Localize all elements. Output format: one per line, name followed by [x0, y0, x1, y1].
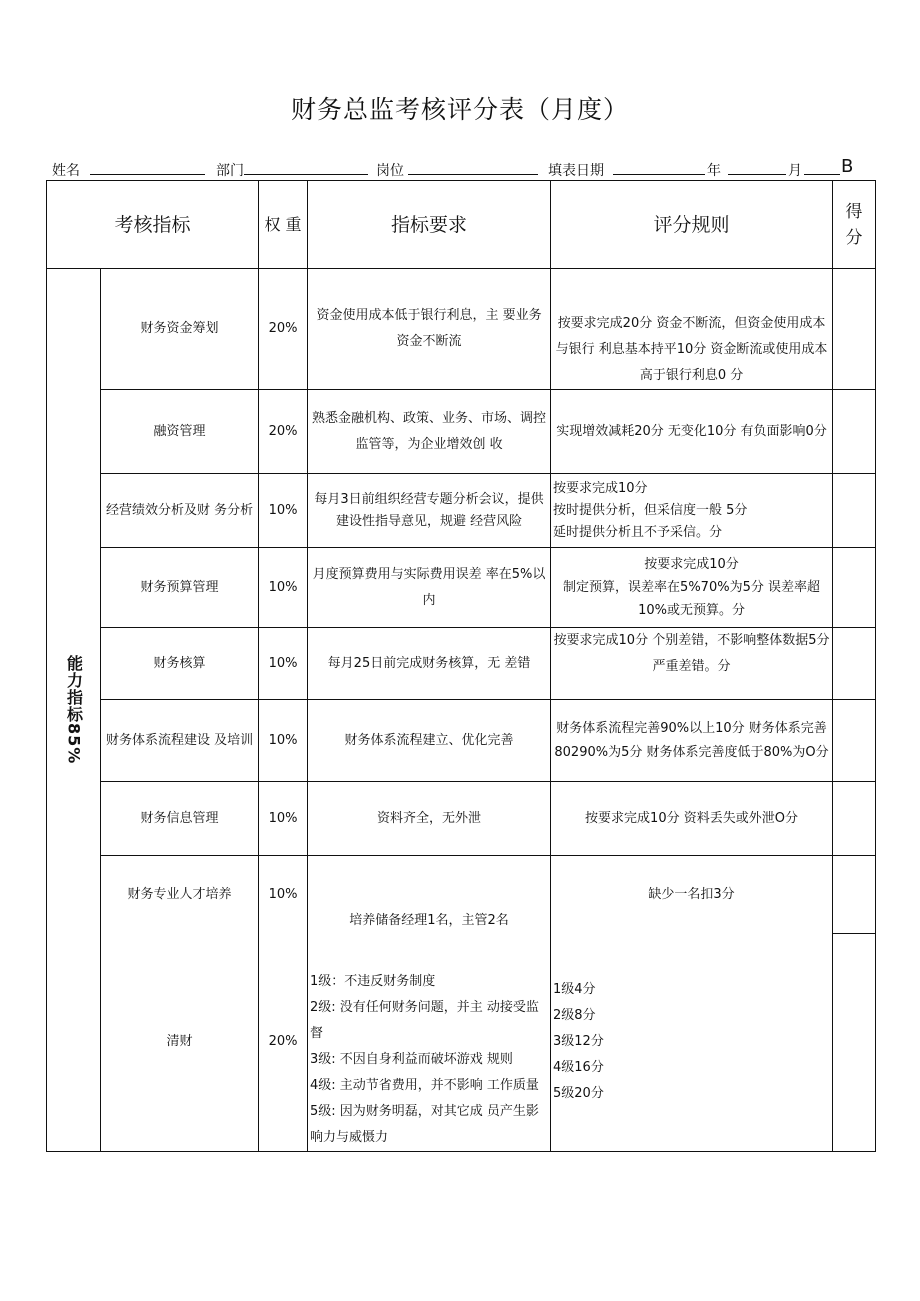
info-line	[52, 156, 857, 182]
table-row	[47, 700, 876, 782]
document-title: 财务总监考核评分表（月度）	[290, 95, 629, 124]
requirement-line: 3级: 不因自身利益而破坏游戏 规则	[310, 1052, 513, 1067]
requirement-cell: 资料齐全，无外泄	[308, 782, 551, 856]
indicator-cell: 财务核算	[101, 628, 259, 700]
weight-cell: 20%	[259, 934, 308, 1152]
rule-cell: 按要求完成20分 资金不断流，但资金使用成本与银行 利息基本持平10分 资金断流或使用成本高于银行利息0 分	[551, 269, 833, 390]
table-row	[47, 548, 876, 628]
indicator-cell: 财务专业人才培养	[101, 856, 259, 934]
indicator-cell: 经营绩效分析及财 务分析	[101, 474, 259, 548]
rule-line: 1级4分	[553, 982, 596, 998]
category-cell	[47, 269, 101, 1152]
rule-line: 2级8分	[553, 1008, 596, 1024]
rule-cell: 财务体系流程完善90%以上10分 财务体系完善80290%为5分 财务体系完善度低于80%为O分	[551, 700, 833, 782]
rule-cell: 缺少一名扣3分	[551, 856, 833, 934]
header-requirement: 指标要求	[308, 181, 551, 269]
header-weight: 权 重	[259, 181, 308, 269]
requirement-cell: 每月25日前完成财务核算，无 差错	[308, 628, 551, 700]
table-row	[47, 474, 876, 548]
month-label: 月	[788, 163, 802, 179]
score-cell[interactable]	[833, 474, 876, 548]
score-cell[interactable]	[833, 390, 876, 474]
rule-line: 按要求完成10分	[644, 557, 739, 572]
requirement-cell	[308, 934, 551, 1152]
rule-line: 4级16分	[553, 1060, 604, 1076]
rule-line: 3级12分	[553, 1034, 604, 1050]
dept-label: 部门	[216, 163, 244, 179]
evaluation-table	[46, 180, 876, 1152]
rule-cell	[551, 548, 833, 628]
table-row	[47, 782, 876, 856]
rule-line: 延时提供分析且不予采信。分	[553, 524, 723, 540]
rule-cell: 按要求完成10分 个别差错，不影响整体数据5分 严重差错。分	[551, 628, 833, 700]
rule-line: 5级20分	[553, 1086, 604, 1102]
requirement-cell: 熟悉金融机构、政策、业务、市场、调控监管等，为企业增效创 收	[308, 390, 551, 474]
score-cell[interactable]	[833, 856, 876, 934]
rule-cell: 实现增效减耗20分 无变化10分 有负面影响0分	[551, 390, 833, 474]
weight-cell: 10%	[259, 700, 308, 782]
form-code: B	[841, 156, 854, 177]
weight-cell: 10%	[259, 782, 308, 856]
rule-line: 按时提供分析，但采信度一般 5分	[553, 502, 748, 518]
category-label: 能力指标85%	[64, 655, 84, 765]
table-row	[47, 269, 876, 390]
requirement-cell: 每月3日前组织经营专题分析会议，提供建设性指导意见，规避 经营风险	[308, 474, 551, 548]
header-indicator: 考核指标	[47, 181, 259, 269]
indicator-cell: 财务预算管理	[101, 548, 259, 628]
indicator-cell: 财务资金筹划	[101, 269, 259, 390]
header-score	[833, 181, 876, 269]
name-label: 姓名	[52, 163, 80, 179]
weight-cell: 10%	[259, 548, 308, 628]
header-row	[47, 181, 876, 269]
weight-cell: 10%	[259, 856, 308, 934]
indicator-cell: 财务体系流程建设 及培训	[101, 700, 259, 782]
requirement-cell: 培养储备经理1名，主管2名	[308, 856, 551, 934]
score-cell[interactable]	[833, 782, 876, 856]
requirement-line: 2级: 没有任何财务问题，并主 动接受监督	[310, 1000, 539, 1041]
weight-cell: 20%	[259, 390, 308, 474]
requirement-line: 5级: 因为财务明磊，对其它成 员产生影响力与威慑力	[310, 1104, 539, 1145]
rule-cell	[551, 934, 833, 1152]
score-cell[interactable]	[833, 548, 876, 628]
table-row	[47, 934, 876, 1152]
requirement-line: 4级: 主动节省费用，并不影响 工作质量	[310, 1078, 539, 1093]
rule-line: 按要求完成10分	[553, 480, 648, 496]
score-cell[interactable]	[833, 269, 876, 390]
table-row	[47, 628, 876, 700]
indicator-cell: 清财	[101, 934, 259, 1152]
score-cell[interactable]	[833, 700, 876, 782]
requirement-cell: 月度预算费用与实际费用误差 率在5%以内	[308, 548, 551, 628]
requirement-cell: 财务体系流程建立、优化完善	[308, 700, 551, 782]
header-score-line1: 得	[845, 201, 863, 222]
requirement-line: 1级：不违反财务制度	[310, 974, 436, 989]
rule-line: 制定预算，误差率在5%70%为5分 误差率超10%或无预算。分	[563, 580, 820, 618]
position-label: 岗位	[376, 163, 404, 179]
rule-cell: 按要求完成10分 资料丢失或外泄O分	[551, 782, 833, 856]
weight-cell: 20%	[259, 269, 308, 390]
score-cell[interactable]	[833, 628, 876, 700]
year-label: 年	[707, 163, 721, 179]
score-cell[interactable]	[833, 934, 876, 1152]
weight-cell: 10%	[259, 474, 308, 548]
header-score-line2: 分	[845, 227, 863, 248]
requirement-cell: 资金使用成本低于银行利息，主 要业务资金不断流	[308, 269, 551, 390]
table-row	[47, 856, 876, 934]
header-scoring-rule: 评分规则	[551, 181, 833, 269]
indicator-cell: 融资管理	[101, 390, 259, 474]
indicator-cell: 财务信息管理	[101, 782, 259, 856]
weight-cell: 10%	[259, 628, 308, 700]
date-label: 填表日期	[548, 163, 604, 179]
rule-cell	[551, 474, 833, 548]
table-row	[47, 390, 876, 474]
